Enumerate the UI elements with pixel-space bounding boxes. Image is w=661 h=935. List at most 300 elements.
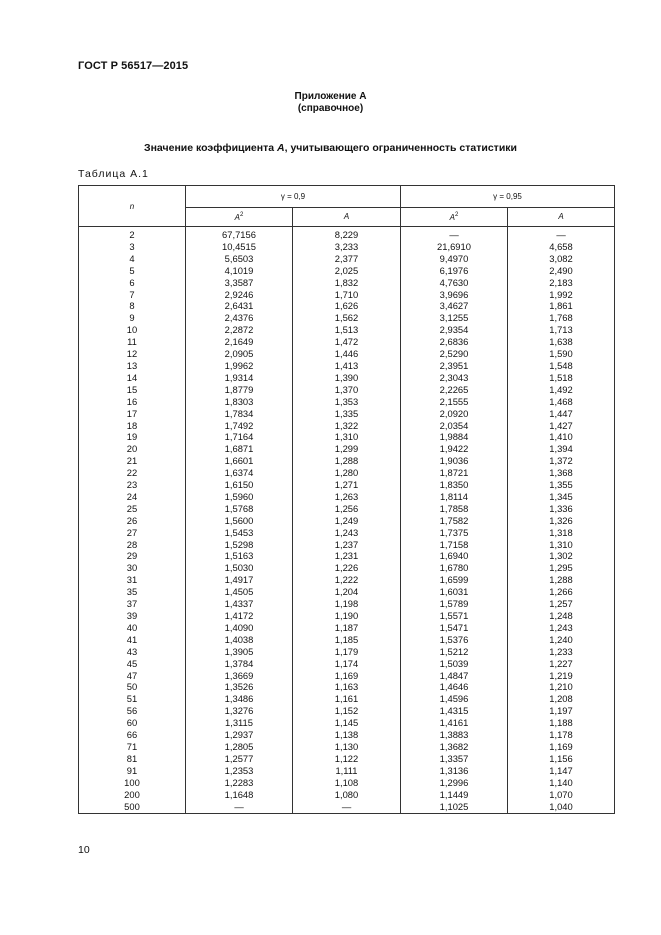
table-cell: 1,302 [508, 550, 615, 562]
table-cell: 1,6374 [186, 467, 293, 479]
table-row [79, 300, 615, 312]
table-cell: 1,446 [293, 348, 401, 360]
table-cell: 1,3357 [401, 753, 508, 765]
table-cell: 1,4161 [401, 717, 508, 729]
table-cell: 1,3276 [186, 705, 293, 717]
header-a-1: A [293, 207, 401, 226]
table-cell: 1,3883 [401, 729, 508, 741]
table-cell: 1,322 [293, 420, 401, 432]
table-cell: 1,2937 [186, 729, 293, 741]
table-cell: 1,295 [508, 562, 615, 574]
table-cell: 1,4847 [401, 670, 508, 682]
table-cell: 1,140 [508, 777, 615, 789]
table-cell: 1,4090 [186, 622, 293, 634]
table-cell: 23 [79, 479, 186, 491]
table-cell: 3,233 [293, 241, 401, 253]
table-cell: 29 [79, 550, 186, 562]
table-cell: 1,240 [508, 634, 615, 646]
table-cell: 1,210 [508, 681, 615, 693]
table-cell: 21 [79, 455, 186, 467]
table-cell: 1,4172 [186, 610, 293, 622]
table-cell: 1,513 [293, 324, 401, 336]
table-cell: 2,490 [508, 265, 615, 277]
table-cell: 1,233 [508, 646, 615, 658]
table-cell: 1,370 [293, 384, 401, 396]
table-cell: 2,2265 [401, 384, 508, 396]
table-cell: 1,447 [508, 408, 615, 420]
table-cell: 1,355 [508, 479, 615, 491]
table-row [79, 443, 615, 455]
table-cell: 1,3682 [401, 741, 508, 753]
table-cell: 1,185 [293, 634, 401, 646]
table-row [79, 777, 615, 789]
table-row [79, 491, 615, 503]
table-cell: 1,427 [508, 420, 615, 432]
table-cell: 28 [79, 539, 186, 551]
table-row [79, 729, 615, 741]
table-row [79, 467, 615, 479]
table-row [79, 753, 615, 765]
table-cell: 1,9884 [401, 431, 508, 443]
annex-type: (справочное) [297, 103, 364, 114]
table-cell: 1,6150 [186, 479, 293, 491]
table-cell: 1,5571 [401, 610, 508, 622]
table-cell: 1,6599 [401, 574, 508, 586]
table-cell: 1,5376 [401, 634, 508, 646]
table-cell: 1,2996 [401, 777, 508, 789]
table-cell: 1,198 [293, 598, 401, 610]
table-cell: 1,7375 [401, 527, 508, 539]
table-cell: 21,6910 [401, 241, 508, 253]
table-cell: 67,7156 [186, 227, 293, 241]
table-cell: 3,1255 [401, 312, 508, 324]
table-cell: 1,2353 [186, 765, 293, 777]
table-cell: 1,280 [293, 467, 401, 479]
table-cell: 1,5212 [401, 646, 508, 658]
table-cell: 1,179 [293, 646, 401, 658]
table-cell: 16 [79, 396, 186, 408]
page-number: 10 [78, 844, 90, 856]
table-cell: 2,025 [293, 265, 401, 277]
table-cell: 1,4038 [186, 634, 293, 646]
table-cell: 1,2805 [186, 741, 293, 753]
table-row [79, 574, 615, 586]
table-cell: 1,4596 [401, 693, 508, 705]
table-cell: 1,4505 [186, 586, 293, 598]
table-row [79, 265, 615, 277]
table-cell: 1,626 [293, 300, 401, 312]
table-cell: 1,248 [508, 610, 615, 622]
table-cell: 1,271 [293, 479, 401, 491]
table-cell: 5,6503 [186, 253, 293, 265]
table-cell: 1,992 [508, 289, 615, 301]
table-row [79, 562, 615, 574]
table-cell: — [401, 227, 508, 241]
table-cell: 1,310 [293, 431, 401, 443]
table-cell: 47 [79, 670, 186, 682]
table-cell: 1,6780 [401, 562, 508, 574]
table-cell: 1,3784 [186, 658, 293, 670]
table-cell: 2,2872 [186, 324, 293, 336]
table-row [79, 765, 615, 777]
annex-title: Приложение А [294, 91, 367, 102]
table-cell: 56 [79, 705, 186, 717]
table-cell: 1,108 [293, 777, 401, 789]
header-n: n [79, 186, 186, 227]
table-cell: 1,7164 [186, 431, 293, 443]
table-cell: 1,492 [508, 384, 615, 396]
table-cell: 4,1019 [186, 265, 293, 277]
table-cell: 1,413 [293, 360, 401, 372]
table-cell: 1,710 [293, 289, 401, 301]
table-cell: 66 [79, 729, 186, 741]
table-cell: 2,6431 [186, 300, 293, 312]
table-cell: 1,122 [293, 753, 401, 765]
table-cell: 50 [79, 681, 186, 693]
table-row [79, 527, 615, 539]
table-row [79, 741, 615, 753]
table-cell: 2,6836 [401, 336, 508, 348]
table-cell: 12 [79, 348, 186, 360]
table-row [79, 253, 615, 265]
table-cell: 1,161 [293, 693, 401, 705]
table-cell: 1,768 [508, 312, 615, 324]
table-row [79, 455, 615, 467]
table-cell: 1,8303 [186, 396, 293, 408]
title-italic-symbol: A [277, 142, 285, 154]
table-cell: 14 [79, 372, 186, 384]
table-cell: 1,5163 [186, 550, 293, 562]
table-row [79, 610, 615, 622]
header-gamma-09: γ = 0,9 [186, 186, 401, 208]
table-body [79, 227, 615, 814]
table-cell: 1,590 [508, 348, 615, 360]
table-cell: 1,070 [508, 789, 615, 801]
header-a-squared-2: $A^2$ [401, 207, 508, 226]
table-cell: 1,9962 [186, 360, 293, 372]
table-cell: 1,3115 [186, 717, 293, 729]
table-row [79, 324, 615, 336]
table-cell: 24 [79, 491, 186, 503]
table-cell: 2,9354 [401, 324, 508, 336]
table-cell: 1,5453 [186, 527, 293, 539]
table-row [79, 586, 615, 598]
table-cell: 1,130 [293, 741, 401, 753]
table-cell: 4 [79, 253, 186, 265]
table-cell: 1,299 [293, 443, 401, 455]
table-cell: 1,5030 [186, 562, 293, 574]
table-cell: 2,377 [293, 253, 401, 265]
table-cell: 71 [79, 741, 186, 753]
table-cell: — [293, 801, 401, 814]
table-cell: 1,187 [293, 622, 401, 634]
table-row [79, 396, 615, 408]
table-cell: 2,1649 [186, 336, 293, 348]
table-cell: 1,4646 [401, 681, 508, 693]
table-cell: 1,156 [508, 753, 615, 765]
table-cell: 4,658 [508, 241, 615, 253]
table-cell: 1,310 [508, 539, 615, 551]
table-cell: 1,3136 [401, 765, 508, 777]
table-cell: 1,3905 [186, 646, 293, 658]
table-cell: 1,256 [293, 503, 401, 515]
table-cell: 2,3951 [401, 360, 508, 372]
table-cell: 3 [79, 241, 186, 253]
table-cell: 1,8350 [401, 479, 508, 491]
table-cell: 500 [79, 801, 186, 814]
table-cell: 2,1555 [401, 396, 508, 408]
table-cell: 1,080 [293, 789, 401, 801]
table-cell: 41 [79, 634, 186, 646]
table-row [79, 372, 615, 384]
table-cell: 9,4970 [401, 253, 508, 265]
table-cell: 1,7158 [401, 539, 508, 551]
table-cell: 4,7630 [401, 277, 508, 289]
table-row [79, 622, 615, 634]
table-cell: 1,169 [508, 741, 615, 753]
table-cell: 1,1025 [401, 801, 508, 814]
table-cell: 2,0354 [401, 420, 508, 432]
table-cell: 1,263 [293, 491, 401, 503]
table-cell: 81 [79, 753, 186, 765]
table-cell: 10,4515 [186, 241, 293, 253]
table-cell: 27 [79, 527, 186, 539]
table-cell: 1,2577 [186, 753, 293, 765]
table-cell: 1,147 [508, 765, 615, 777]
table-cell: 1,288 [293, 455, 401, 467]
table-row [79, 598, 615, 610]
table-cell: 1,5298 [186, 539, 293, 551]
table-cell: 1,1648 [186, 789, 293, 801]
table-cell: 30 [79, 562, 186, 574]
table-cell: 1,174 [293, 658, 401, 670]
table-cell: 2,4376 [186, 312, 293, 324]
table-row [79, 420, 615, 432]
table-cell: 45 [79, 658, 186, 670]
table-cell: 1,410 [508, 431, 615, 443]
header-gamma-095: γ = 0,95 [401, 186, 615, 208]
table-cell: 1,6871 [186, 443, 293, 455]
table-cell: 1,7834 [186, 408, 293, 420]
table-cell: 1,9422 [401, 443, 508, 455]
table-cell: 1,472 [293, 336, 401, 348]
table-cell: 1,197 [508, 705, 615, 717]
table-cell: 15 [79, 384, 186, 396]
table-cell: 1,832 [293, 277, 401, 289]
table-cell: 40 [79, 622, 186, 634]
table-cell: 1,390 [293, 372, 401, 384]
table-cell: 1,1449 [401, 789, 508, 801]
title-part-1: Значение коэффициента [144, 142, 278, 154]
table-cell: 1,353 [293, 396, 401, 408]
table-cell: 1,7858 [401, 503, 508, 515]
table-cell: 1,9314 [186, 372, 293, 384]
table-row [79, 277, 615, 289]
table-cell: 8,229 [293, 227, 401, 241]
table-cell: 1,345 [508, 491, 615, 503]
table-cell: 1,231 [293, 550, 401, 562]
table-cell: 1,3526 [186, 681, 293, 693]
table-row [79, 705, 615, 717]
table-cell: 3,9696 [401, 289, 508, 301]
table-row [79, 658, 615, 670]
table-cell: 26 [79, 515, 186, 527]
table-cell: 20 [79, 443, 186, 455]
table-cell: 1,4917 [186, 574, 293, 586]
table-row [79, 693, 615, 705]
table-cell: 17 [79, 408, 186, 420]
table-cell: 1,190 [293, 610, 401, 622]
table-row [79, 479, 615, 491]
table-cell: 2,0905 [186, 348, 293, 360]
table-cell: 1,169 [293, 670, 401, 682]
table-cell: 6,1976 [401, 265, 508, 277]
table-cell: 100 [79, 777, 186, 789]
table-cell: 31 [79, 574, 186, 586]
standard-number: ГОСТ Р 56517—2015 [78, 60, 189, 72]
table-cell: 1,7582 [401, 515, 508, 527]
table-row [79, 681, 615, 693]
table-cell: 1,861 [508, 300, 615, 312]
table-cell: 1,394 [508, 443, 615, 455]
table-cell: 9 [79, 312, 186, 324]
table-cell: 1,4315 [401, 705, 508, 717]
table-cell: 1,4337 [186, 598, 293, 610]
table-cell: 2,5290 [401, 348, 508, 360]
table-caption: Таблица А.1 [78, 168, 149, 180]
table-cell: 3,4627 [401, 300, 508, 312]
table-cell: 18 [79, 420, 186, 432]
table-cell: 60 [79, 717, 186, 729]
table-cell: 1,266 [508, 586, 615, 598]
table-cell: 1,188 [508, 717, 615, 729]
table-row [79, 789, 615, 801]
table-cell: 1,562 [293, 312, 401, 324]
table-cell: 1,243 [508, 622, 615, 634]
table-cell: 2 [79, 227, 186, 241]
table-cell: 1,336 [508, 503, 615, 515]
title-part-2: , учитывающего ограниченность статистики [284, 142, 517, 154]
table-cell: 1,5789 [401, 598, 508, 610]
table-cell: 1,222 [293, 574, 401, 586]
table-cell: 2,3043 [401, 372, 508, 384]
table-cell: 7 [79, 289, 186, 301]
table-cell: 1,5960 [186, 491, 293, 503]
table-row [79, 801, 615, 814]
table-cell: 1,5039 [401, 658, 508, 670]
table-cell: 1,5600 [186, 515, 293, 527]
table-row [79, 717, 615, 729]
table-cell: 22 [79, 467, 186, 479]
table-cell: 1,468 [508, 396, 615, 408]
table-cell: 39 [79, 610, 186, 622]
table-cell: 1,040 [508, 801, 615, 814]
table-cell: 91 [79, 765, 186, 777]
table-row [79, 289, 615, 301]
table-row [79, 515, 615, 527]
coefficient-table [78, 185, 615, 814]
table-cell: 1,208 [508, 693, 615, 705]
table-cell: 51 [79, 693, 186, 705]
table-cell: 8 [79, 300, 186, 312]
table-row [79, 312, 615, 324]
table-cell: 1,178 [508, 729, 615, 741]
table-row [79, 646, 615, 658]
table-cell: 1,638 [508, 336, 615, 348]
table-cell: 1,8114 [401, 491, 508, 503]
table-cell: 3,082 [508, 253, 615, 265]
table-cell: 1,518 [508, 372, 615, 384]
header-a-2: A [508, 207, 615, 226]
table-cell: 1,713 [508, 324, 615, 336]
table-cell: 1,237 [293, 539, 401, 551]
table-cell: 13 [79, 360, 186, 372]
table-cell: 1,318 [508, 527, 615, 539]
section-title [0, 142, 661, 154]
table-cell: 1,227 [508, 658, 615, 670]
table-cell: 1,548 [508, 360, 615, 372]
table-cell: 3,3587 [186, 277, 293, 289]
table-row [79, 336, 615, 348]
table-cell: 11 [79, 336, 186, 348]
table-cell: 200 [79, 789, 186, 801]
table-cell: 1,152 [293, 705, 401, 717]
table-row [79, 408, 615, 420]
table-cell: 1,138 [293, 729, 401, 741]
table-row [79, 431, 615, 443]
table-cell: 1,335 [293, 408, 401, 420]
table-cell: 1,372 [508, 455, 615, 467]
table-cell: 19 [79, 431, 186, 443]
table-cell: 1,6031 [401, 586, 508, 598]
table-cell: 1,8721 [401, 467, 508, 479]
table-row [79, 670, 615, 682]
table-cell: 1,288 [508, 574, 615, 586]
table-cell: 1,249 [293, 515, 401, 527]
table-cell: 1,6601 [186, 455, 293, 467]
table-cell: 1,3486 [186, 693, 293, 705]
table-cell: 5 [79, 265, 186, 277]
table-cell: 10 [79, 324, 186, 336]
table-row [79, 227, 615, 241]
table-cell: 1,163 [293, 681, 401, 693]
table-row [79, 634, 615, 646]
table-cell: 1,3669 [186, 670, 293, 682]
table-row [79, 384, 615, 396]
table-cell: 1,7492 [186, 420, 293, 432]
table-cell: 1,6940 [401, 550, 508, 562]
table-cell: 2,183 [508, 277, 615, 289]
table-row [79, 348, 615, 360]
table-cell: 1,226 [293, 562, 401, 574]
table-cell: 37 [79, 598, 186, 610]
table-cell: 1,257 [508, 598, 615, 610]
table-cell: 25 [79, 503, 186, 515]
table-cell: 1,204 [293, 586, 401, 598]
table-row [79, 550, 615, 562]
table-cell: 1,243 [293, 527, 401, 539]
table-cell: 1,8779 [186, 384, 293, 396]
table-cell: 2,0920 [401, 408, 508, 420]
table-cell: 43 [79, 646, 186, 658]
table-cell: 1,5768 [186, 503, 293, 515]
table-cell: 2,9246 [186, 289, 293, 301]
header-a-squared-1: $A^2$ [186, 207, 293, 226]
table-cell: 1,368 [508, 467, 615, 479]
table-row [79, 241, 615, 253]
table-cell: 1,9036 [401, 455, 508, 467]
table-cell: 1,145 [293, 717, 401, 729]
